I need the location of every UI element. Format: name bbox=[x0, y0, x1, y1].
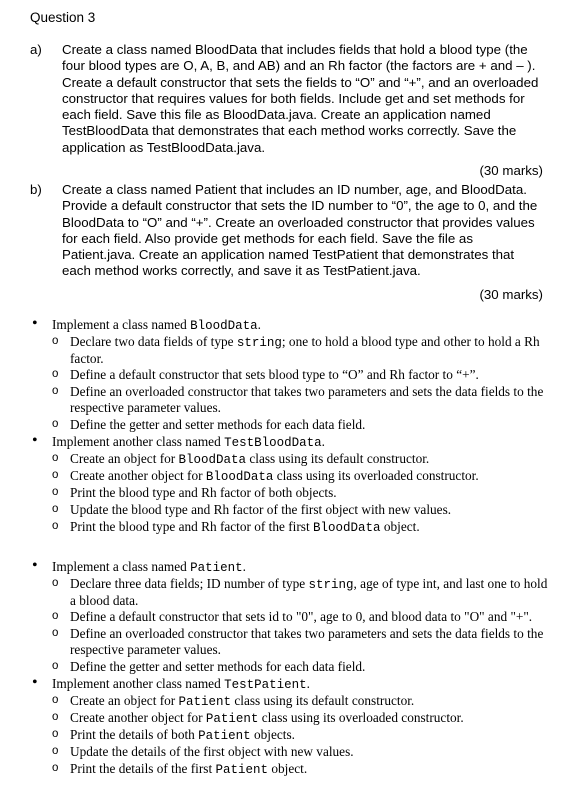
list-item: o Create an object for BloodData class using its default constructor. bbox=[30, 451, 550, 468]
outline-blooddata bbox=[30, 317, 550, 536]
list-item: o Define a default constructor that sets id to "0", age to 0, and blood data to "O" and "+". bbox=[30, 609, 550, 626]
list-item: o Define an overloaded constructor that takes two parameters and sets the data fields to the respective parameter values. bbox=[30, 384, 550, 417]
list-item: • Implement a class named BloodData. bbox=[30, 317, 550, 334]
list-item: • Implement another class named TestBloodData. bbox=[30, 434, 550, 451]
list-item: o Update the details of the first object with new values. bbox=[30, 744, 550, 761]
question-part-b bbox=[30, 182, 545, 303]
list-item: o Define the getter and setter methods for each data field. bbox=[30, 659, 550, 676]
list-item: o Define a default constructor that sets blood type to “O” and Rh factor to “+”. bbox=[30, 367, 550, 384]
list-item: • Implement another class named TestPatient. bbox=[30, 676, 550, 693]
list-item: o Declare three data fields; ID number of type string, age of type int, and last one to hold a blood data. bbox=[30, 576, 550, 609]
list-item: o Print the blood type and Rh factor of both objects. bbox=[30, 485, 550, 502]
list-item: o Define an overloaded constructor that takes two parameters and sets the data fields to the respective parameter values. bbox=[30, 626, 550, 659]
question-title: Question 3 bbox=[30, 10, 96, 25]
list-item: o Print the details of both Patient objects. bbox=[30, 727, 550, 744]
list-item: o Create an object for Patient class using its default constructor. bbox=[30, 693, 550, 710]
list-item: o Declare two data fields of type string; one to hold a blood type and other to hold a Rh factor. bbox=[30, 334, 550, 367]
part-b-text: Create a class named Patient that includes an ID number, age, and BloodData. Provide a default constructor that sets the ID number to “0”, the age to 0, and the BloodData to “O” and “+”. Create an overloaded constructor that provides values for each field. Also provide get methods for each field. Save the file as Patient.java. Create an application named TestPatient that demonstrates that each method works correctly, and save it as TestPatient.java. bbox=[62, 182, 538, 279]
part-a-text: Create a class named BloodData that includes fields that hold a blood type (the four blood types are O, A, B, and AB) and an Rh factor (the factors are + and – ). Create a default constructor that sets the fields to “O” and “+”, and an overloaded constructor that requires values for both fields. Include get and set methods for each field. Save this file as BloodData.java. Create an application named TestBloodData that demonstrates that each method works correctly. Save the application as TestBloodData.java. bbox=[62, 42, 539, 155]
list-item: • Implement a class named Patient. bbox=[30, 559, 550, 576]
question-part-a bbox=[30, 42, 545, 179]
list-item: o Create another object for BloodData class using its overloaded constructor. bbox=[30, 468, 550, 485]
part-a-marks: (30 marks) bbox=[479, 163, 543, 179]
list-item: o Update the blood type and Rh factor of the first object with new values. bbox=[30, 502, 550, 519]
list-item: o Create another object for Patient class using its overloaded constructor. bbox=[30, 710, 550, 727]
list-item: o Print the details of the first Patient object. bbox=[30, 761, 550, 778]
outline-patient bbox=[30, 559, 550, 778]
list-item: o Print the blood type and Rh factor of the first BloodData object. bbox=[30, 519, 550, 536]
list-item: o Define the getter and setter methods for each data field. bbox=[30, 417, 550, 434]
part-b-marks: (30 marks) bbox=[479, 286, 543, 302]
part-b-label: b) bbox=[30, 182, 42, 197]
part-a-label: a) bbox=[30, 42, 42, 57]
